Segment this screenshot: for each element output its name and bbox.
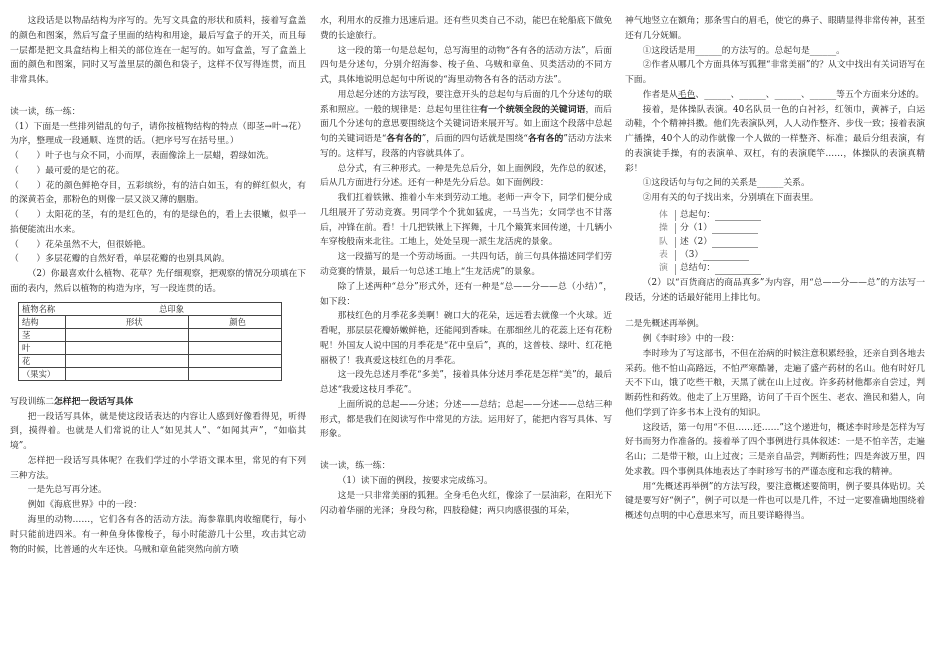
paragraph-analysis-e: 除了上述两种“总分”形式外，还有一种是“总——分——总（小结）”，如下段： bbox=[320, 281, 612, 307]
paragraph-analysis-d: 这一段描写的是一个劳动场面。一共四句话，前三句具体描述同学们劳动竞赛的情景，最后一句总述工地上“生龙活虎”的景象。 bbox=[320, 252, 612, 278]
section-title: 怎样把一段话写具体 bbox=[54, 396, 134, 407]
answer-blank[interactable] bbox=[712, 223, 758, 234]
fox-exercise-2: ②作者从哪几个方面具体写狐狸“非常美丽”的？从文中找出有关词语写在下面。 bbox=[625, 60, 925, 86]
sentence-item: （ ）多层花瓣的自然好看，单层花瓣的也别具风韵。 bbox=[10, 254, 230, 265]
sentence-item: （ ）花朵虽然不大，但很娇艳。 bbox=[10, 239, 151, 250]
table-cell bbox=[189, 367, 282, 380]
table-cell bbox=[189, 341, 282, 354]
exercise-question-2: （2）你最喜欢什么植物、花草？先仔细观察，把观察的情况分项填在下面的表内，然后以植物的构造为序，写一段连贯的话。 bbox=[10, 269, 306, 295]
quote-fox: 这是一只非常美丽的狐狸。全身毛色火红，像涂了一层油彩，在阳光下闪动着华丽的光泽；身段匀称，四肢稳健；两只肉感很强的耳朵， bbox=[320, 490, 612, 516]
quote-gymnastics: 接着，是体操队表演。40名队员一色的白衬衫，红领巾，黄裤子，白运动鞋，个个精神抖擞。他们先表演队列，人人动作整齐、步伐一致；接着表演广播操，40个人的动作就像一个人做的一样整齐、标准；最后分组表演，有的表演徒手操，有的表演单、双杠，有的表演爬竿……，体操队的表演真精彩！ bbox=[625, 104, 925, 174]
paragraph-li-analysis: 这段话，第一句用“不但……还……”这个递进句，概述李时珍是怎样为写好书而努力作准备的。接着举了四个事例进行具体叙述：一是不怕辛苦，走遍名山；二是带干粮，山上过夜；三是亲自品尝，判断药性；四是奔波万里，四处求教。四个事例具体地表达了李时珍写书的严谨态度和忘我的精神。 bbox=[625, 422, 925, 477]
key-phrase: 各有各的 bbox=[386, 134, 422, 145]
row-label: 述（2） bbox=[680, 236, 712, 247]
sentence-item: （ ）叶子也与众不同，小而厚，表面像涂上一层蜡，碧绿如洗。 bbox=[10, 151, 274, 162]
side-label: 体 bbox=[659, 209, 668, 220]
filled-answer: 毛色 bbox=[677, 89, 696, 100]
quote-li-shizhen: 李时珍为了写这部书，不但在治病的时候注意积累经验，还亲自到各地去采药。他不怕山高路远，不怕严寒酷暑，走遍了盛产药材的名山。他有时好几天不下山，饿了吃些干粮，天黑了就在山上过夜。许多药材他都亲自尝过，判断药性和药效。他走了上万里路，访问了千百个医生、老农、渔民和猎人，向他们学到了许多书本上没有的知识。 bbox=[625, 348, 925, 418]
table-header: 形状 bbox=[66, 315, 189, 328]
fox-answer-line bbox=[625, 88, 925, 103]
table-row bbox=[659, 209, 925, 222]
table-row bbox=[659, 236, 925, 249]
exercise-heading: 读一读，练一练： bbox=[320, 461, 391, 472]
table-header: 颜色 bbox=[189, 315, 282, 328]
answer-blank[interactable] bbox=[703, 250, 749, 261]
table-cell bbox=[66, 367, 189, 380]
example-1-label: 例如《海底世界》中的一段： bbox=[27, 500, 142, 511]
impression-cell bbox=[127, 302, 281, 315]
table-row-label: （果实） bbox=[19, 367, 66, 380]
text-run: ”活动方法来写的。这样写，段落的内容就具体了。 bbox=[320, 134, 612, 159]
table-row-label: 花 bbox=[19, 354, 66, 367]
side-label: 操 bbox=[659, 223, 668, 234]
text-run: 、______、______、______、______等五个方面来分述的。 bbox=[695, 89, 925, 100]
example-2-label: 例《李时珍》中的一段： bbox=[642, 334, 740, 345]
table-row-label: 叶 bbox=[19, 341, 66, 354]
paragraph-pencilcase-analysis: 这段话是以物品结构为序写的。先写文具盒的形状和质料，接着写盒盖的颜色和图案，然后写盒子里面的结构和用途，最后写盒子的开关，而且每一层都是把文具盒结构上相关的部位连在一起写的。如写盒盖，写了盒盖上面的颜色和图案，同时又写盖里层的颜色和袋子，这样不仅写得连贯，而且非常具体。 bbox=[10, 16, 306, 86]
exercise-question-1: （1）读下面的例段，按要求完成练习。 bbox=[337, 475, 493, 486]
answer-blank[interactable] bbox=[715, 210, 761, 221]
table-cell bbox=[66, 354, 189, 367]
answer-blank[interactable] bbox=[712, 237, 758, 248]
table-row-label: 茎 bbox=[19, 328, 66, 341]
paragraph-analysis-f: 这一段先总述月季花“多美”，接着具体分述月季花是怎样“美”的，最后总述“我爱这枝月季花”。 bbox=[320, 370, 612, 396]
row-label: 分（1） bbox=[680, 223, 712, 234]
impression-label: 总印象 bbox=[159, 303, 185, 314]
paragraph-intro: 把一段话写具体，就是使这段话表达的内容让人感到好像看得见，听得到，摸得着。也就是人们常说的让人“如见其人”、“如闻其声”，“如临其境”。 bbox=[10, 411, 306, 452]
sentence-item: （ ）花的颜色鲜艳夺目，五彩缤纷，有的洁白如玉，有的鲜红似火，有的深黄若金，那粉色的则像一层又淡又薄的胭脂。 bbox=[10, 180, 306, 206]
key-phrase: 各有各的 bbox=[527, 134, 564, 145]
paragraph-analysis-a: 这一段的第一句是总起句，总写海里的动物“各有各的活动方法”，后面四句是分述句，分别介绍海参、梭子鱼、乌贼和章鱼、贝类活动的不同方式，具体地说明总起句中所说的“海里动物各有各的活动方法”。 bbox=[320, 45, 612, 86]
column-middle bbox=[320, 14, 612, 518]
table-row bbox=[659, 249, 925, 262]
section-heading bbox=[10, 395, 306, 410]
text-run: 作者是从 bbox=[642, 89, 678, 100]
plant-name-cell bbox=[19, 302, 128, 315]
quote-fox-end: 神气地竖立在额角；那条雪白的眉毛，使它的鼻子、眼睛显得非常传神，甚至还有几分妩媚。 bbox=[625, 16, 925, 41]
text-run: 用总起分述的方法写段，要注意开头的总起句与后面的几个分述句的联系和照应。一般的规律是：总起句里往往 bbox=[320, 89, 612, 115]
table-cell bbox=[66, 341, 189, 354]
quote-undersea-world: 海里的动物……，它们各有各的活动方法。海参靠肌肉收缩爬行，每小时只能前进四米。有一种鱼身体像梭子，每小时能游几十公里，攻击其它动物的时候，比普通的火车还快。乌贼和章鱼能突然向前方喷 bbox=[10, 515, 306, 555]
paragraph-li-method: 用“先概述再举例”的方法写段，要注意概述要简明，例子要具体贴切。关键是要写好“例子”，例子可以是一件也可以是几件，不过一定要准确地围绕着概述句点明的中心意思来写，而且要详略得当。 bbox=[625, 481, 925, 522]
quote-rose: 那枝红色的月季花多美啊！碗口大的花朵，远远看去就像一个火球。近看呢，那层层花瓣娇嫩鲜艳，还能闻到香味。在那细丝儿的花蕊上还有花粉呢！外国友人说中国的月季花是“花中皇后”，真的，这普枝、绿叶、红花艳丽极了！我真爱这枝红色的月季花。 bbox=[320, 311, 612, 366]
plant-name-label: 植物名称 bbox=[22, 303, 56, 314]
fox-exercise-1: ①这段话是用______的方法写的。总起句是______。 bbox=[642, 45, 845, 56]
section-prefix: 写段训练二 bbox=[10, 396, 54, 407]
method-1-heading: 一是先总写再分述。 bbox=[27, 485, 107, 496]
column-left bbox=[10, 14, 306, 557]
gymnastics-question-2: ②用有关的句子找出来，分别填在下面表里。 bbox=[642, 193, 819, 204]
table-row bbox=[659, 262, 925, 275]
plant-observation-table bbox=[18, 302, 282, 381]
sentence-classification-table bbox=[659, 209, 925, 276]
sentence-item: （ ）最可爱的是它的花。 bbox=[10, 165, 125, 176]
text-run: ”，后面的四句话就是围绕“ bbox=[421, 134, 528, 145]
exercise-question-1: （1）下面是一些排列错乱的句子，请你按植物结构的特点（即茎→叶→花）为序，整理成一段通顺、连贯的话。（把序号写在括号里。） bbox=[10, 121, 306, 147]
sentence-item: （ ）太阳花的茎，有的是红色的，有的是绿色的，看上去很嫩，似乎一掐便能流出水来。 bbox=[10, 210, 306, 235]
answer-blank[interactable] bbox=[715, 264, 761, 275]
row-label: 总结句： bbox=[680, 263, 716, 274]
paragraph-analysis-b bbox=[320, 88, 612, 162]
paragraph-how: 怎样把一段话写具体呢？在我们学过的小学语文课本里，常见的有下列三种方法。 bbox=[10, 455, 306, 481]
row-label: 总起句： bbox=[680, 209, 716, 220]
side-label: 队 bbox=[659, 236, 668, 247]
side-label: 演 bbox=[659, 263, 668, 274]
paragraph-analysis-c: 总分式，有三种形式。一种是先总后分，如上面例段，先作总的叙述，后从几方面进行分述。还有一种是先分后总。如下面例段： bbox=[320, 163, 612, 189]
side-label: 表 bbox=[659, 250, 668, 261]
table-row bbox=[659, 222, 925, 235]
method-2-heading: 二是先概述再举例。 bbox=[625, 319, 705, 330]
quote-undersea-world-end: 水，利用水的反推力迅速后退。还有些贝类自己不动，能巴在轮船底下做免费的长途旅行。 bbox=[320, 16, 612, 41]
quote-labor: 我们扛着铁锹、推着小车来到劳动工地。老师一声令下，同学们便分成几组展开了劳动竞赛。男同学个个犹如猛虎，一马当先；女同学也不甘落后，冲锋在前。看！十几把铁锹上下挥舞，十几个簸箕来回传递，十几辆小车穿梭般南来北往。工地上，处处呈现一派生龙活虎的景象。 bbox=[320, 193, 612, 248]
table-cell bbox=[66, 328, 189, 341]
row-label: （3） bbox=[680, 250, 704, 261]
table-header: 结构 bbox=[19, 315, 66, 328]
column-right bbox=[625, 14, 925, 524]
table-cell bbox=[189, 328, 282, 341]
exercise-heading: 读一读，练一练： bbox=[10, 106, 81, 117]
paragraph-analysis-g: 上面所说的总起——分述；分述——总结；总起——分述——总结三种形式，都是我们在阅读写作中常见的方法。运用好了，能把内容写具体、写形象。 bbox=[320, 399, 612, 440]
gymnastics-question-1: ①这段话句与句之间的关系是______关系。 bbox=[642, 178, 810, 189]
exercise-question-2: （2）以“百货商店的商品真多”为内容，用“总——分——总”的方法写一段话，分述的话最好能用上排比句。 bbox=[625, 277, 925, 303]
text-run: ，而后面几个分述句的意思要围绕这个关键词语来展开写。如上面这个段落中总起句的关键词语是“ bbox=[320, 104, 612, 145]
key-phrase: 有一个统领全段的关键词语 bbox=[479, 104, 586, 115]
table-cell bbox=[189, 354, 282, 367]
